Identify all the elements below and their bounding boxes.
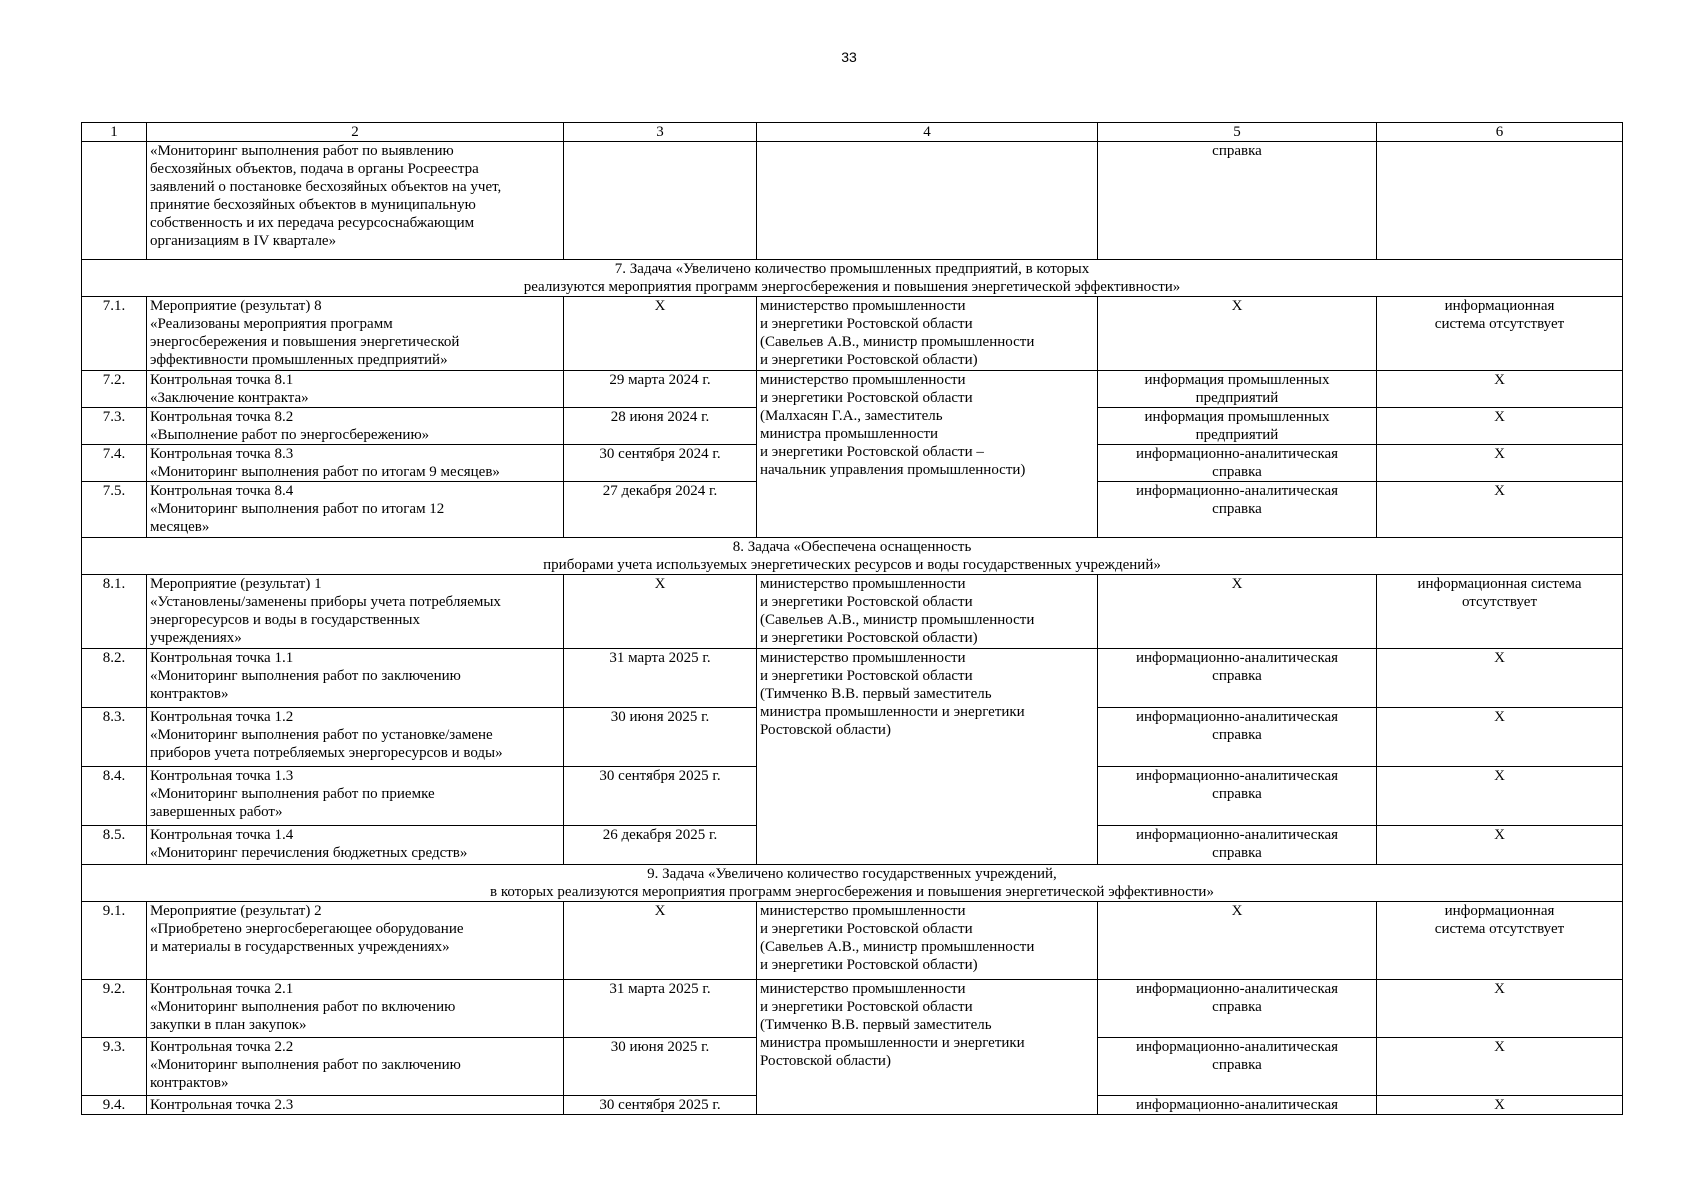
row-info-system: Х xyxy=(1377,1096,1623,1115)
row-number: 8.1. xyxy=(82,575,147,649)
row-name: Контрольная точка 2.3 xyxy=(147,1096,564,1115)
row-document: информационно-аналитическая справка xyxy=(1098,708,1377,767)
task-heading-row xyxy=(82,538,1623,575)
row-info-system: информационная система отсутствует xyxy=(1377,902,1623,980)
row-responsible xyxy=(757,142,1098,260)
table-row xyxy=(82,297,1623,371)
row-document: справка xyxy=(1098,142,1377,260)
row-document: информация промышленных предприятий xyxy=(1098,371,1377,408)
row-responsible: министерство промышленности и энергетики Ростовской области (Тимченко В.В. первый заместитель министра промышленности и энергетики Ростовской области) xyxy=(757,980,1098,1115)
row-info-system: информационная система отсутствует xyxy=(1377,575,1623,649)
row-name: Мероприятие (результат) 8 «Реализованы мероприятия программ энергосбережения и повышения энергетической эффективности промышленных предприятий» xyxy=(147,297,564,371)
row-name: Контрольная точка 1.2 «Мониторинг выполнения работ по установке/замене приборов учета потребляемых энергоресурсов и воды» xyxy=(147,708,564,767)
row-number: 9.2. xyxy=(82,980,147,1038)
row-document: информационно-аналитическая справка xyxy=(1098,980,1377,1038)
row-info-system: Х xyxy=(1377,980,1623,1038)
column-number: 5 xyxy=(1098,123,1377,142)
row-name: Мероприятие (результат) 1 «Установлены/заменены приборы учета потребляемых энергоресурсов и воды в государственных учреждениях» xyxy=(147,575,564,649)
row-document: Х xyxy=(1098,297,1377,371)
row-info-system: Х xyxy=(1377,708,1623,767)
row-date: 27 декабря 2024 г. xyxy=(564,482,757,538)
row-info-system: Х xyxy=(1377,826,1623,865)
row-document: информационно-аналитическая xyxy=(1098,1096,1377,1115)
row-document: информационно-аналитическая справка xyxy=(1098,767,1377,826)
row-info-system: Х xyxy=(1377,767,1623,826)
table-row xyxy=(82,575,1623,649)
row-date: 30 сентября 2025 г. xyxy=(564,1096,757,1115)
page-number: 33 xyxy=(841,49,857,65)
row-date: Х xyxy=(564,297,757,371)
row-document: информационно-аналитическая справка xyxy=(1098,482,1377,538)
row-date: 29 марта 2024 г. xyxy=(564,371,757,408)
row-number: 9.1. xyxy=(82,902,147,980)
table-row xyxy=(82,902,1623,980)
column-number: 6 xyxy=(1377,123,1623,142)
task-heading-row xyxy=(82,865,1623,902)
row-responsible: министерство промышленности и энергетики Ростовской области (Савельев А.В., министр промышленности и энергетики Ростовской области) xyxy=(757,297,1098,371)
row-number: 7.3. xyxy=(82,408,147,445)
row-number: 9.3. xyxy=(82,1038,147,1096)
table-row xyxy=(82,371,1623,408)
row-document: информационно-аналитическая справка xyxy=(1098,445,1377,482)
row-responsible: министерство промышленности и энергетики Ростовской области (Савельев А.В., министр промышленности и энергетики Ростовской области) xyxy=(757,902,1098,980)
row-info-system: Х xyxy=(1377,371,1623,408)
column-number: 4 xyxy=(757,123,1098,142)
column-number: 1 xyxy=(82,123,147,142)
row-date: 31 марта 2025 г. xyxy=(564,980,757,1038)
row-info-system xyxy=(1377,142,1623,260)
row-responsible: министерство промышленности и энергетики Ростовской области (Тимченко В.В. первый заместитель министра промышленности и энергетики Ростовской области) xyxy=(757,649,1098,865)
task-title: 7. Задача «Увеличено количество промышленных предприятий, в которых реализуются мероприятия программ энергосбережения и повышения энергетической эффективности» xyxy=(82,260,1623,297)
row-info-system: Х xyxy=(1377,482,1623,538)
plan-table xyxy=(81,122,1623,1115)
row-number: 9.4. xyxy=(82,1096,147,1115)
row-number: 7.1. xyxy=(82,297,147,371)
row-name: Контрольная точка 1.1 «Мониторинг выполнения работ по заключению контрактов» xyxy=(147,649,564,708)
table-row xyxy=(82,649,1623,708)
row-info-system: Х xyxy=(1377,445,1623,482)
row-name: Контрольная точка 2.2 «Мониторинг выполнения работ по заключению контрактов» xyxy=(147,1038,564,1096)
row-responsible: министерство промышленности и энергетики Ростовской области (Савельев А.В., министр промышленности и энергетики Ростовской области) xyxy=(757,575,1098,649)
row-date: 31 марта 2025 г. xyxy=(564,649,757,708)
row-name: Контрольная точка 8.4 «Мониторинг выполнения работ по итогам 12 месяцев» xyxy=(147,482,564,538)
row-date: 30 сентября 2025 г. xyxy=(564,767,757,826)
row-number: 8.3. xyxy=(82,708,147,767)
row-document: информационно-аналитическая справка xyxy=(1098,649,1377,708)
row-date: 30 июня 2025 г. xyxy=(564,708,757,767)
row-date xyxy=(564,142,757,260)
row-document: информационно-аналитическая справка xyxy=(1098,826,1377,865)
row-name: Контрольная точка 2.1 «Мониторинг выполнения работ по включению закупки в план закупок» xyxy=(147,980,564,1038)
row-info-system: Х xyxy=(1377,408,1623,445)
row-number xyxy=(82,142,147,260)
row-name: Контрольная точка 8.3 «Мониторинг выполнения работ по итогам 9 месяцев» xyxy=(147,445,564,482)
table-row xyxy=(82,142,1623,260)
column-number: 3 xyxy=(564,123,757,142)
row-number: 7.5. xyxy=(82,482,147,538)
row-number: 7.2. xyxy=(82,371,147,408)
task-title: 9. Задача «Увеличено количество государственных учреждений, в которых реализуются мероприятия программ энергосбережения и повышения энергетической эффективности» xyxy=(82,865,1623,902)
row-date: 30 сентября 2024 г. xyxy=(564,445,757,482)
row-document: Х xyxy=(1098,575,1377,649)
row-number: 8.5. xyxy=(82,826,147,865)
row-responsible: министерство промышленности и энергетики Ростовской области (Малхасян Г.А., заместитель министра промышленности и энергетики Ростовской области – начальник управления промышленности) xyxy=(757,371,1098,538)
row-number: 8.2. xyxy=(82,649,147,708)
task-title: 8. Задача «Обеспечена оснащенность приборами учета используемых энергетических ресурсов и воды государственных учреждений» xyxy=(82,538,1623,575)
row-name: Контрольная точка 8.1 «Заключение контракта» xyxy=(147,371,564,408)
row-name: Контрольная точка 1.4 «Мониторинг перечисления бюджетных средств» xyxy=(147,826,564,865)
row-document: информация промышленных предприятий xyxy=(1098,408,1377,445)
row-date: Х xyxy=(564,575,757,649)
row-name: Контрольная точка 1.3 «Мониторинг выполнения работ по приемке завершенных работ» xyxy=(147,767,564,826)
row-info-system: информационная система отсутствует xyxy=(1377,297,1623,371)
row-number: 8.4. xyxy=(82,767,147,826)
row-date: 28 июня 2024 г. xyxy=(564,408,757,445)
row-number: 7.4. xyxy=(82,445,147,482)
row-name: «Мониторинг выполнения работ по выявлению бесхозяйных объектов, подача в органы Росреестра заявлений о постановке бесхозяйных объектов на учет, принятие бесхозяйных объектов в муниципальную собственность и их передача ресурсоснабжающим организациям в IV квартале» xyxy=(147,142,564,260)
row-date: Х xyxy=(564,902,757,980)
row-date: 26 декабря 2025 г. xyxy=(564,826,757,865)
table-row xyxy=(82,980,1623,1038)
row-info-system: Х xyxy=(1377,649,1623,708)
column-number-row xyxy=(82,123,1623,142)
row-document: информационно-аналитическая справка xyxy=(1098,1038,1377,1096)
row-name: Мероприятие (результат) 2 «Приобретено энергосберегающее оборудование и материалы в государственных учреждениях» xyxy=(147,902,564,980)
task-heading-row xyxy=(82,260,1623,297)
row-info-system: Х xyxy=(1377,1038,1623,1096)
row-date: 30 июня 2025 г. xyxy=(564,1038,757,1096)
row-name: Контрольная точка 8.2 «Выполнение работ по энергосбережению» xyxy=(147,408,564,445)
column-number: 2 xyxy=(147,123,564,142)
row-document: Х xyxy=(1098,902,1377,980)
